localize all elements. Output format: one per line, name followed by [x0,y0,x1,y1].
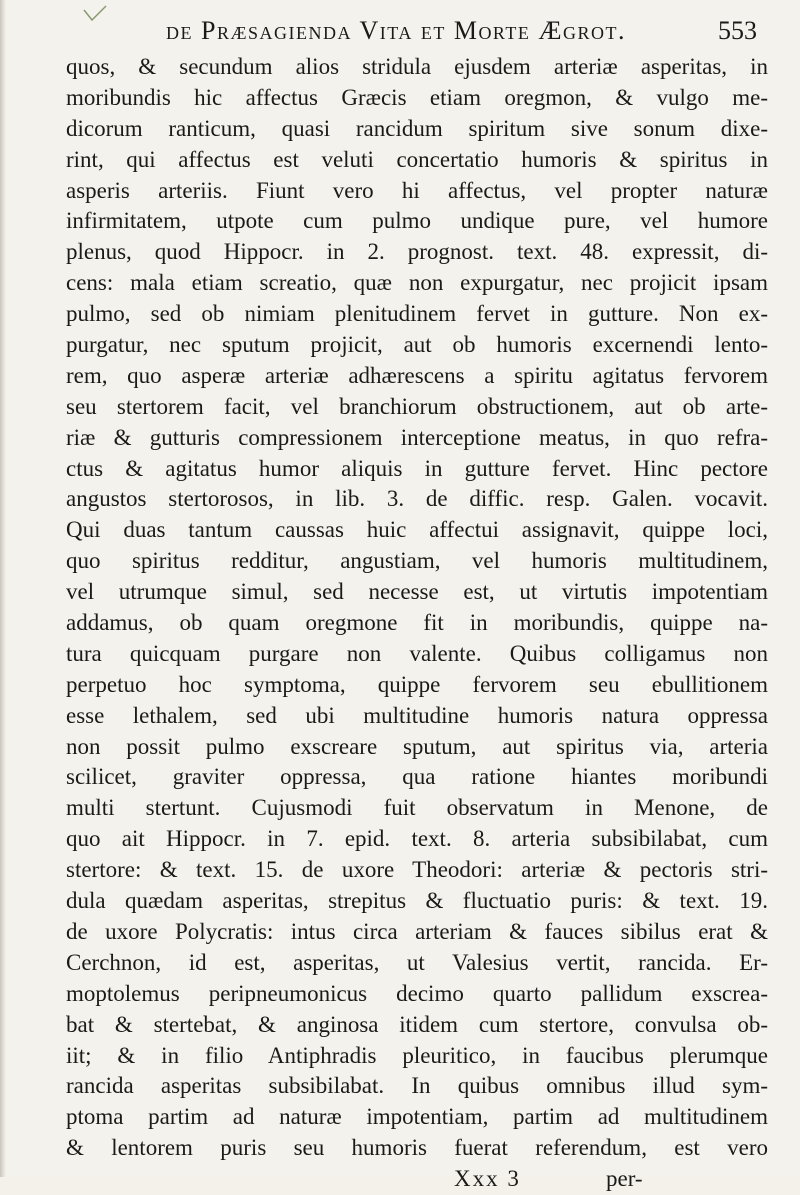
page-gutter-shadow [0,0,6,1177]
text-line: purgatur, nec sputum projicit, aut ob humoris excernendi lento- [66,332,768,358]
text-line: moribundis hic affectus Græcis etiam oregmon, & vulgo me- [66,84,768,110]
text-line: non possit pulmo exscreare sputum, aut spiritus via, arteria [66,733,768,759]
text-line: Qui duas tantum caussas huic affectui assignavit, quippe loci, [66,517,768,543]
text-line: esse lethalem, sed ubi multitudine humoris natura oppressa [66,702,768,728]
body-text [66,52,768,1195]
text-line: ctus & agitatus humor aliquis in gutture fervet. Hinc pectore [66,455,768,481]
text-line: dicorum ranticum, quasi rancidum spiritum sive sonum dixe- [66,115,768,141]
text-line: multi stertunt. Cujusmodi fuit observatum in Menone, de [66,795,768,821]
text-line: rint, qui affectus est veluti concertatio humoris & spiritus in [66,146,768,172]
page-number: 553 [718,16,757,45]
text-line: ptoma partim ad naturæ impotentiam, partim ad multitudinem [66,1104,768,1130]
text-line: vel utrumque simul, sed necesse est, ut virtutis impotentiam [66,579,768,605]
text-line: dula quædam asperitas, strepitus & fluctuatio puris: & text. 19. [66,888,768,914]
text-line: moptolemus peripneumonicus decimo quarto pallidum exscrea- [66,980,768,1006]
text-line: addamus, ob quam oregmone fit in moribundis, quippe na- [66,610,768,636]
text-line: rancida asperitas subsibilabat. In quibus omnibus illud sym- [66,1073,768,1099]
text-line: & lentorem puris seu humoris fuerat referendum, est vero [66,1135,768,1161]
text-line: de uxore Polycratis: intus circa arteriam & fauces sibilus erat & [66,918,768,944]
text-line: iit; & in filio Antiphradis pleuritico, in faucibus plerumque [66,1042,768,1068]
text-line: perpetuo hoc symptoma, quippe fervorem seu ebullitionem [66,671,768,697]
signature-mark: Xxx 3 [454,1166,521,1192]
text-line: infirmitatem, utpote cum pulmo undique pure, vel humore [66,208,768,234]
text-line: Cerchnon, id est, asperitas, ut Valesius vertit, rancida. Er- [66,949,768,975]
text-line: stertore: & text. 15. de uxore Theodori: arteriæ & pectoris stri- [66,857,768,883]
catchword: per- [606,1166,643,1192]
page-header [0,16,800,50]
text-line: angustos stertorosos, in lib. 3. de diffic. resp. Galen. vocavit. [66,486,768,512]
text-line: quos, & secundum alios stridula ejusdem arteriæ asperitas, in [66,54,768,79]
text-line: tura quicquam purgare non valente. Quibus colligamus non [66,640,768,666]
text-line: bat & stertebat, & anginosa itidem cum stertore, convulsa ob- [66,1011,768,1037]
text-line: cens: mala etiam screatio, quæ non expurgatur, nec projicit ipsam [66,270,768,296]
text-line: plenus, quod Hippocr. in 2. prognost. text. 48. expressit, di- [66,239,768,265]
text-line: seu stertorem facit, vel branchiorum obstructionem, aut ob arte- [66,393,768,419]
running-head: de Præsagienda Vita et Morte Ægrot. [166,16,626,45]
text-line: riæ & gutturis compressionem interceptione meatus, in quo refra- [66,424,768,450]
text-line: quo spiritus redditur, angustiam, vel humoris multitudinem, [66,548,768,574]
text-line: rem, quo asperæ arteriæ adhærescens a spiritu agitatus fervorem [66,362,768,388]
text-line: scilicet, graviter oppressa, qua ratione hiantes moribundi [66,764,768,790]
footer-line [66,1164,768,1195]
text-line: pulmo, sed ob nimiam plenitudinem fervet in gutture. Non ex- [66,301,768,327]
text-line: quo ait Hippocr. in 7. epid. text. 8. arteria subsibilabat, cum [66,826,768,852]
text-line: asperis arteriis. Fiunt vero hi affectus, vel propter naturæ [66,177,768,203]
